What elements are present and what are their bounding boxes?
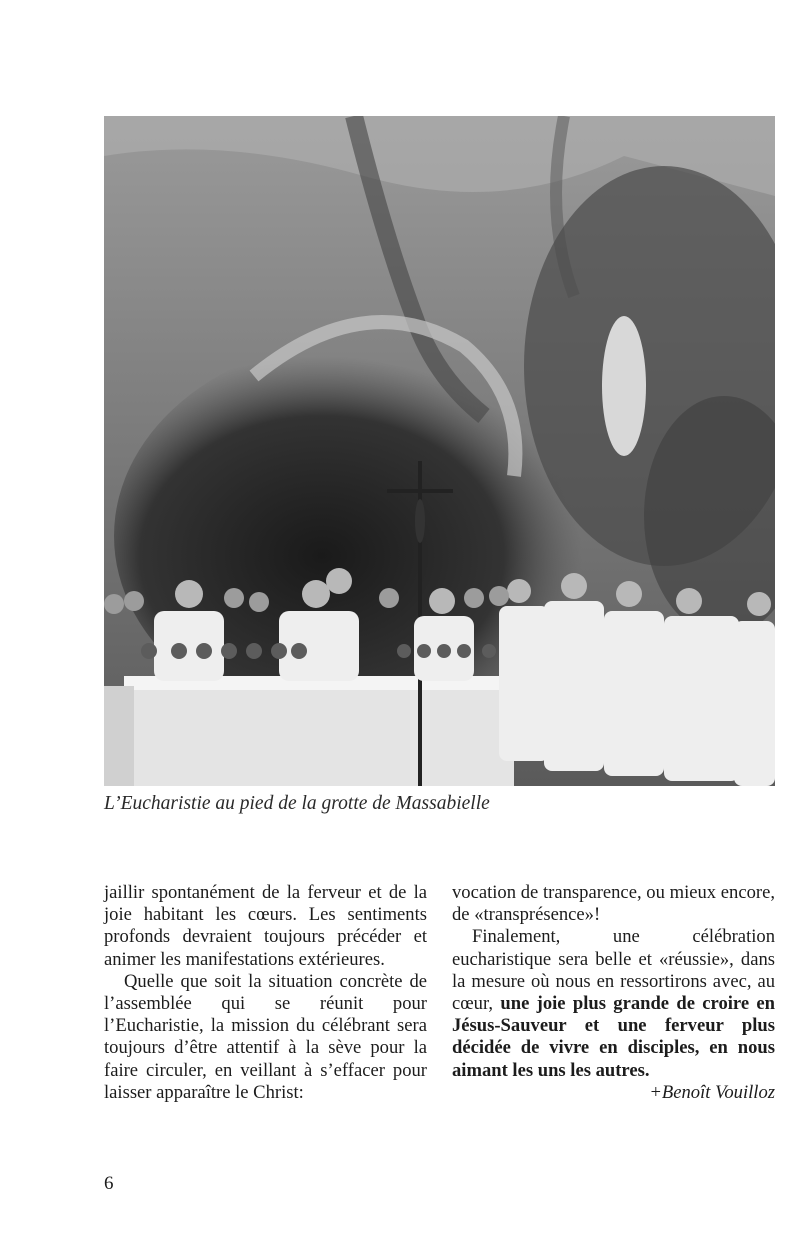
right-paragraph-1: vocation de transparence, ou mieux encore, de «transprésence»!	[452, 882, 775, 926]
photo-grotto-mass	[104, 116, 775, 786]
photo-caption: L’Eucharistie au pied de la grotte de Massabielle	[104, 793, 490, 814]
left-paragraph-2: Quelle que soit la situation concrète de l’assemblée qui se réunit pour l’Eucharistie, la mission du célébrant sera toujours d’être attentif à la sève pour la faire circuler, en veillant à s’effacer pour laisser apparaître le Christ:	[104, 970, 427, 1103]
left-paragraph-1: jaillir spontanément de la ferveur et de la joie habitant les cœurs. Les sentiments profonds devraient toujours précéder et animer les manifestations extérieures.	[104, 882, 427, 970]
left-column	[104, 882, 427, 1104]
page-number: 6	[104, 1173, 114, 1194]
photo-image	[104, 116, 775, 786]
right-paragraph-2-start: Finalement, une célébration eucharistique sera belle et «réussie», dans la mesure où nous en ressortirons avec, au cœur,	[452, 926, 775, 1015]
right-paragraph-2-bold: une joie plus grande de croire en Jésus-Sauveur et une ferveur plus décidée de vivre en disciples, en nous aimant les uns les autres.	[452, 993, 775, 1081]
right-column	[452, 882, 775, 1104]
signature: +Benoît Vouilloz	[649, 1081, 775, 1103]
right-paragraph-2	[452, 926, 775, 1081]
